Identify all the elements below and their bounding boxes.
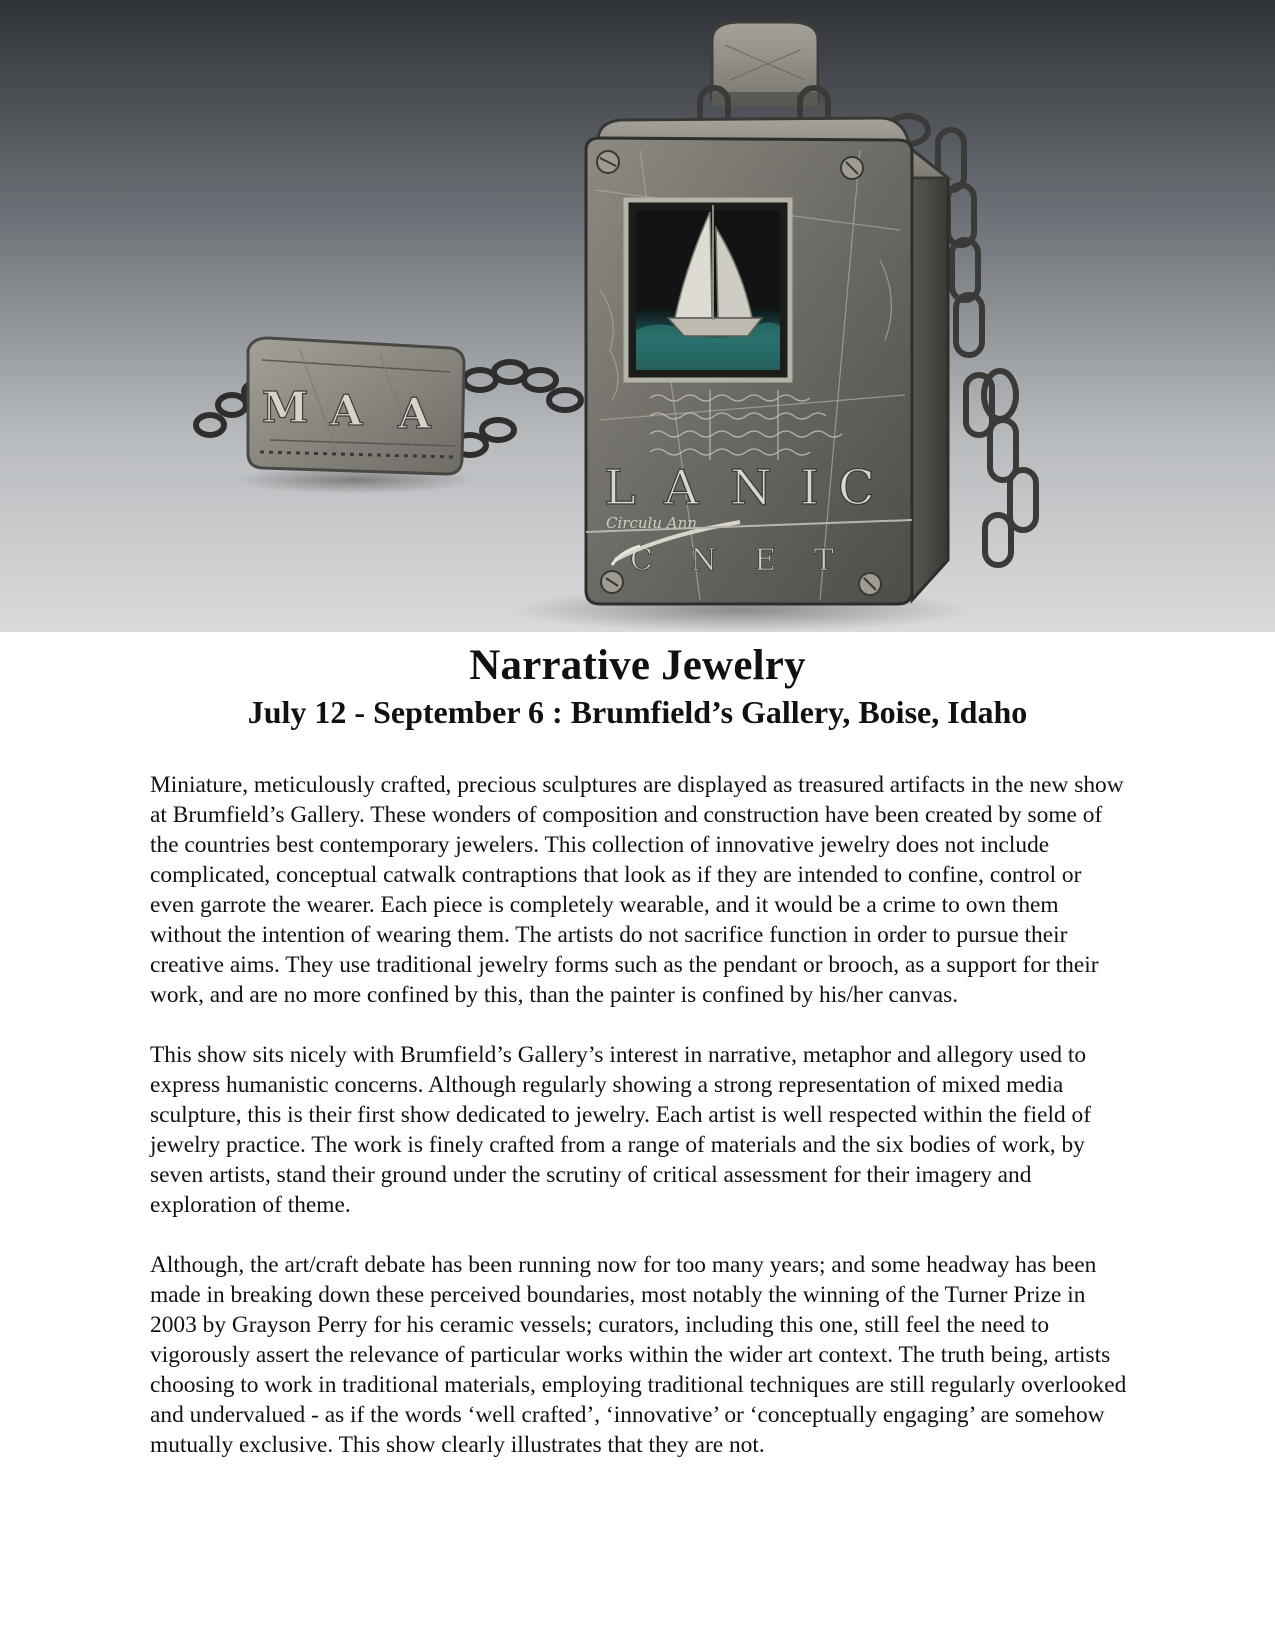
pendant-letter-5: C xyxy=(838,460,875,516)
tag-letter-3: A xyxy=(398,389,431,438)
paragraph-3: Although, the art/craft debate has been running now for too many years; and some headway has been made in breaking down these perceived boundaries, most notably the winning of the Turner Prize in 2003 by Grayson Perry for his ceramic vessels; curators, including this one, still feel the need to vigorously assert the relevance of particular works within the wider art context. The truth being, artists choosing to work in traditional materials, employing traditional techniques are still regularly overlooked and undervalued - as if the words ‘well crafted’, ‘innovative’ or ‘conceptually engaging’ are somehow mutually exclusive. This show clearly illustrates that they are not. xyxy=(150,1252,1127,1458)
hero-photo xyxy=(0,0,1275,632)
pendant-letter-2: A xyxy=(664,460,699,516)
name-tag xyxy=(248,338,464,474)
tag-letter-1: M xyxy=(262,383,309,432)
pendant-letter-3: N xyxy=(730,460,772,516)
tag-letter-2: A xyxy=(330,386,363,435)
paragraph-2: This show sits nicely with Brumfield’s Gallery’s interest in narrative, metaphor and allegory used to express humanistic concerns. Although regularly showing a strong representation of mixed media sculpture, this is their first show dedicated to jewelry. Each artist is well respected within the field of jewelry practice. The work is finely crafted from a range of materials and the six bodies of work, by seven artists, stand their ground under the scrutiny of critical assessment for their imagery and exploration of theme. xyxy=(150,1042,1091,1218)
pendant-lower-engraving: C N E T xyxy=(630,543,848,578)
pendant-side xyxy=(910,148,948,600)
event-dates-location: July 12 - September 6 : Brumfield’s Gallery, Boise, Idaho xyxy=(247,694,1028,730)
pendant-window xyxy=(626,200,790,380)
pendant-letter-4: I xyxy=(800,460,819,516)
pendant-script-text: Circulu Ann xyxy=(606,514,697,532)
article-body xyxy=(150,770,1130,1490)
page-title: Narrative Jewelry xyxy=(469,642,806,689)
pendant-illustration xyxy=(0,0,1275,632)
tag-engraving xyxy=(262,383,432,438)
pendant-letter-1: L xyxy=(604,460,636,516)
paragraph-1: Miniature, meticulously crafted, precious sculptures are displayed as treasured artifacts in the new show at Brumfield’s Gallery. These wonders of composition and construction have been created by some of the countries best contemporary jewelers. This collection of innovative jewelry does not include complicated, conceptual catwalk contraptions that look as if they are intended to confine, control or even garrote the wearer. Each piece is completely wearable, and it would be a crime to own them without the intention of wearing them. The artists do not sacrifice function in order to pursue their creative aims. They use traditional jewelry forms such as the pendant or brooch, as a support for their work, and are no more confined by this, than the painter is confined by his/her canvas. xyxy=(150,772,1124,1008)
